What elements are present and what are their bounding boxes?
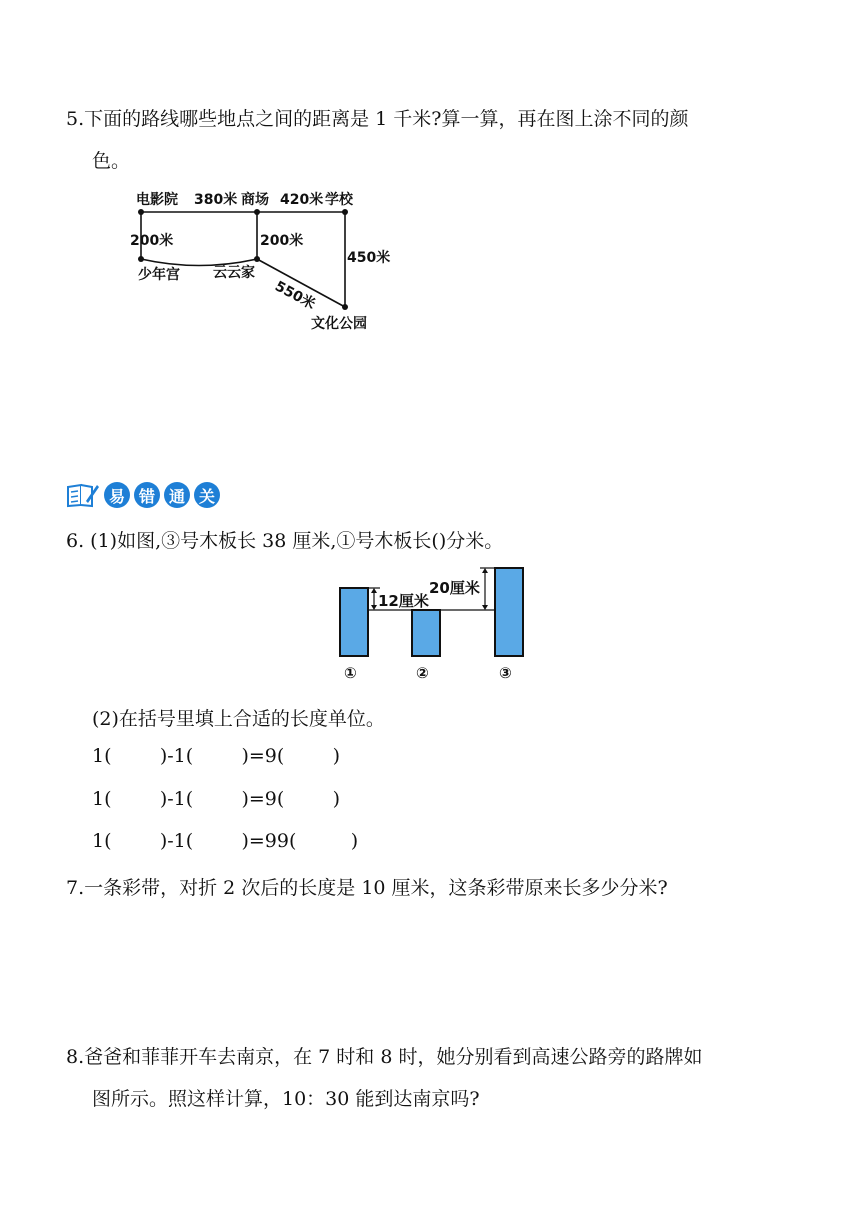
node-cinema (138, 209, 144, 215)
label-mall: 商场 (241, 192, 269, 208)
badge-char-1: 易 (104, 482, 130, 508)
dim-label-20cm: 20厘米 (429, 579, 480, 597)
node-park (342, 304, 348, 310)
label-d-cinema-youth: 200米 (130, 233, 174, 249)
label-school: 学校 (325, 192, 353, 208)
plank-1 (340, 588, 368, 656)
book-pencil-icon (66, 481, 100, 509)
q5-line1: 5.下面的路线哪些地点之间的距离是 1 千米?算一算，再在图上涂不同的颜 (66, 108, 689, 130)
label-d-mall-school: 420米 (280, 192, 324, 208)
badge-char-4: 关 (194, 482, 220, 508)
route-map-figure (120, 182, 410, 342)
label-park: 文化公园 (311, 316, 367, 332)
dim-label-12cm: 12厘米 (378, 592, 429, 610)
q8-line2: 图所示。照这样计算，10：30 能到达南京吗? (92, 1088, 480, 1110)
badge-char-2: 错 (134, 482, 160, 508)
q7-line1: 7.一条彩带，对折 2 次后的长度是 10 厘米，这条彩带原来长多少分米? (66, 877, 668, 899)
q8-line1: 8.爸爸和菲菲开车去南京，在 7 时和 8 时，她分别看到高速公路旁的路牌如 (66, 1046, 703, 1068)
node-youth (138, 256, 144, 262)
q5-line2: 色。 (92, 150, 131, 172)
label-d-cinema-mall: 380米 (194, 192, 238, 208)
section-badge (66, 481, 220, 509)
badge-char-3: 通 (164, 482, 190, 508)
plank-label-3: ③ (499, 664, 512, 682)
plank-label-2: ② (416, 664, 429, 682)
label-d-school-park: 450米 (347, 250, 391, 266)
label-d-yunyun-park: 550米 (272, 278, 318, 313)
fill-row-1[interactable]: 1( )-1( )=9( ) (92, 745, 341, 767)
node-mall (254, 209, 260, 215)
label-youth-palace: 少年宫 (138, 267, 180, 283)
plank-label-1: ① (344, 664, 357, 682)
label-yunyun-home: 云云家 (213, 265, 255, 281)
plank-2 (412, 610, 440, 656)
label-cinema: 电影院 (136, 192, 178, 208)
fill-row-2[interactable]: 1( )-1( )=9( ) (92, 788, 341, 810)
plank-3 (495, 568, 523, 656)
label-d-mall-yunyun: 200米 (260, 233, 304, 249)
plank-figure (330, 562, 530, 687)
q6-part1: 6. (1)如图,③号木板长 38 厘米,①号木板长()分米。 (66, 530, 504, 552)
node-school (342, 209, 348, 215)
q6-part2: (2)在括号里填上合适的长度单位。 (92, 708, 385, 730)
node-yunyun (254, 256, 260, 262)
fill-row-3[interactable]: 1( )-1( )=99( ) (92, 830, 359, 852)
